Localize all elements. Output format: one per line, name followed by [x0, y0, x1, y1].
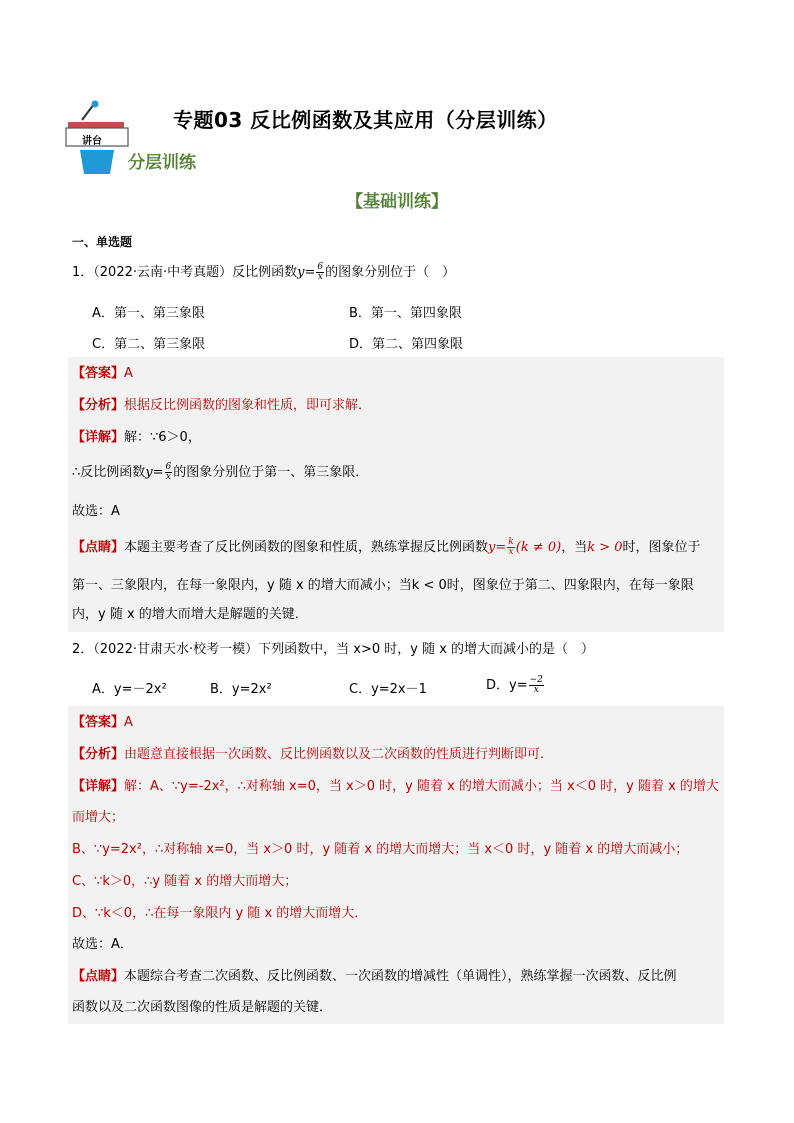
q2-option-a[interactable]: A．y=－2x²	[92, 682, 167, 697]
q1-detail-1: 【详解】解：∵6＞0，	[72, 430, 201, 445]
section-heading: 一、单选题	[72, 235, 133, 249]
question-1-stem: 1．（2022·云南·中考真题）反比例函数y= $\frac{6}{x}$ 的图象分别位于（ ）	[72, 262, 456, 282]
lectern-logo	[60, 100, 132, 175]
section-banner: 【基础训练】	[346, 192, 448, 212]
q1-option-c[interactable]: C．第二、第三象限	[92, 337, 206, 352]
q2-detail-a2: 而增大；	[72, 810, 125, 825]
q1-analysis: 【分析】根据反比例函数的图象和性质，即可求解．	[72, 398, 372, 413]
q2-detail-d: D、∵k＜0，∴在每一象限内 y 随 x 的增大而增大．	[72, 906, 368, 921]
q2-comment-2: 函数以及二次函数图像的性质是解题的关键．	[72, 1000, 333, 1015]
q1-option-a[interactable]: A．第一、第三象限	[92, 306, 205, 321]
q1-comment-1: 【点睛】本题主要考查了反比例函数的图象和性质，熟练掌握反比例函数y= $\frac{k}{x}$ (k ≠ 0)，当k > 0时，图象位于	[72, 537, 701, 557]
q1-answer: 【答案】A	[72, 366, 133, 381]
q1-option-b[interactable]: B．第一、第四象限	[349, 306, 462, 321]
q2-detail-c: C、∵k＞0，∴y 随着 x 的增大而增大；	[72, 874, 298, 889]
question-2-stem: 2．（2022·甘肃天水·校考一模）下列函数中，当 x>0 时，y 随 x 的增大而减小的是（ ）	[72, 642, 595, 657]
q2-option-d[interactable]: D．y= $\frac{-2}{x}$	[486, 675, 543, 695]
q1-option-d[interactable]: D．第二、第四象限	[349, 337, 464, 352]
q2-detail-a: 【详解】解：A、∵y=-2x²，∴对称轴 x=0，当 x＞0 时，y 随着 x 的增大而减小；当 x＜0 时，y 随着 x 的增大	[72, 779, 719, 794]
page-title: 专题03 反比例函数及其应用（分层训练）	[173, 108, 558, 132]
q2-choose: 故选：A．	[72, 937, 133, 952]
q1-detail-2: ∴反比例函数y= $\frac{6}{x}$ 的图象分别位于第一、第三象限．	[72, 462, 369, 482]
q2-detail-b: B、∵y=2x²，∴对称轴 x=0，当 x＞0 时，y 随着 x 的增大而增大；当 x＜0 时，y 随着 x 的增大而减小；	[72, 842, 689, 857]
q2-comment-1: 【点睛】本题综合考查二次函数、反比例函数、一次函数的增减性（单调性），熟练掌握一次函数、反比例	[72, 969, 677, 984]
q1-comment-2: 第一、三象限内，在每一象限内，y 随 x 的增大而减小；当k < 0时，图象位于第二、四象限内，在每一象限	[72, 578, 694, 593]
q1-comment-3: 内，y 随 x 的增大而增大是解题的关键．	[72, 607, 308, 622]
q2-analysis: 【分析】由题意直接根据一次函数、反比例函数以及二次函数的性质进行判断即可．	[72, 747, 554, 762]
q2-option-c[interactable]: C．y=2x－1	[349, 682, 427, 697]
q2-option-b[interactable]: B．y=2x²	[210, 682, 272, 697]
q1-choose: 故选：A	[72, 504, 120, 519]
logo-text: 讲台	[82, 136, 102, 147]
sub-label: 分层训练	[128, 153, 196, 173]
q2-answer: 【答案】A	[72, 715, 133, 730]
